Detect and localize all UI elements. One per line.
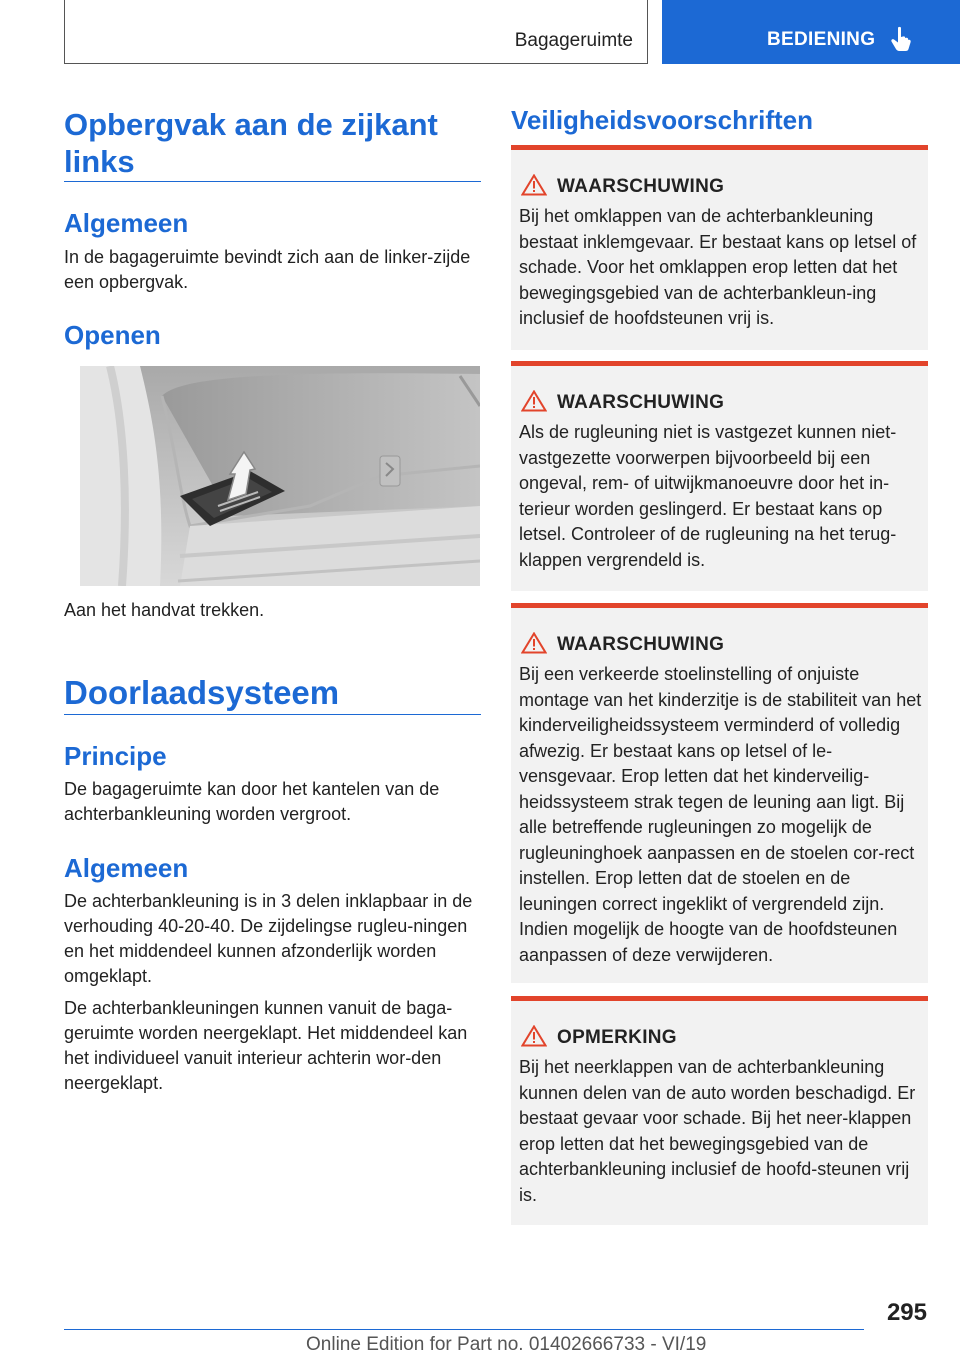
subheading-principle: Principe — [64, 741, 167, 771]
warning-triangle-icon — [521, 174, 547, 196]
notice-box — [511, 996, 928, 1225]
warning-title: WAARSCHUWING — [557, 392, 725, 413]
notice-text: Bij het neerklappen van de achterbankleuning kunnen delen van de auto worden beschadigd. Er bestaat gevaar voor schade. Bij het neer-klappen erop letten dat het bewegingsgebied van de achterbankleuning inclusief de hoofd-steunen vrij is. — [519, 1057, 916, 1205]
header-section-title: Bagageruimte — [514, 30, 633, 51]
storage-compartment-photo — [80, 366, 480, 586]
heading-load-through: Doorlaadsysteem — [64, 674, 340, 711]
paragraph-general-1: In de bagageruimte bevindt zich aan de linker-zijde een opbergvak. — [64, 247, 471, 292]
subheading-general-1: Algemeen — [64, 208, 189, 238]
warning-text: Bij het omklappen van de achterbankleuning bestaat inklemgevaar. Er bestaat kans op letsel of schade. Voor het omklappen erop letten dat het bewegingsgebied van de achterbankleun-ing inclusief de hoofdsteunen vrij is. — [519, 206, 917, 328]
footer-edition: Online Edition for Part no. 01402666733 - VI/19 — [306, 1334, 707, 1355]
warning-box — [511, 145, 928, 350]
warning-text: Bij een verkeerde stoelinstelling of onjuiste montage van het kinderzitje is de stabiliteit van het kinderveiligheidssysteem verminderd of volledig afwezig. Er bestaat kans op letsel of le-vensgevaar. Erop letten dat het kinderveilig-heidssysteem strak tegen de leuning aan ligt. Bij alle betreffende rugleuningen zo mogelijk de rugleuninghoek aanpassen en de stoelen cor-rect instellen. Erop letten dat de stoelen en de leuningen correct ingeklikt of vergrendeld zijn. Indien mogelijk de hoogte van de hoofdsteunen aanpassen of deze verwijderen. — [519, 664, 922, 965]
header-chapter-title: BEDIENING — [767, 29, 876, 50]
header-section-box — [64, 0, 648, 64]
warning-text: Als de rugleuning niet is vastgezet kunnen niet-vastgezette voorwerpen bijvoorbeeld bij een ongeval, rem- of uitwijkmanoeuvre door het in-terieur worden geslingerd. Er bestaat kans op letsel. Controleer of de rugleuning na het terug-klappen vergrendeld is. — [519, 422, 897, 570]
pointing-hand-icon — [890, 26, 912, 52]
heading-rule — [64, 714, 481, 715]
warning-triangle-icon — [521, 632, 547, 654]
paragraph-principle: De bagageruimte kan door het kantelen van de achterbankleuning worden vergroot. — [64, 779, 440, 824]
subheading-general-2: Algemeen — [64, 853, 189, 883]
heading-side-compartment: Opbergvak aan de zijkant links — [64, 107, 438, 179]
warning-triangle-icon — [521, 390, 547, 412]
paragraph-general-2a: De achterbankleuning is in 3 delen inklapbaar in de verhouding 40-20-40. De zijdelingse rugleu-ningen en het middendeel kunnen afzonderlijk worden omgeklapt. — [64, 891, 473, 986]
warning-box — [511, 361, 928, 591]
subheading-open: Openen — [64, 320, 161, 350]
header-chapter-tab[interactable] — [662, 0, 960, 64]
warning-title: WAARSCHUWING — [557, 634, 725, 655]
heading-safety: Veiligheidsvoorschriften — [511, 105, 813, 135]
warning-box — [511, 603, 928, 983]
warning-title: WAARSCHUWING — [557, 176, 725, 197]
footer-rule — [64, 1329, 864, 1330]
paragraph-general-2b: De achterbankleuningen kunnen vanuit de baga-geruimte worden neergeklapt. Het middendeel kan het individueel vanuit interieur achterin wor-den neergeklapt. — [64, 998, 468, 1093]
notice-title: OPMERKING — [557, 1027, 677, 1048]
paragraph-pull-handle: Aan het handvat trekken. — [64, 600, 265, 620]
warning-triangle-icon — [521, 1025, 547, 1047]
page-number: 295 — [886, 1299, 927, 1326]
heading-rule — [64, 181, 481, 182]
